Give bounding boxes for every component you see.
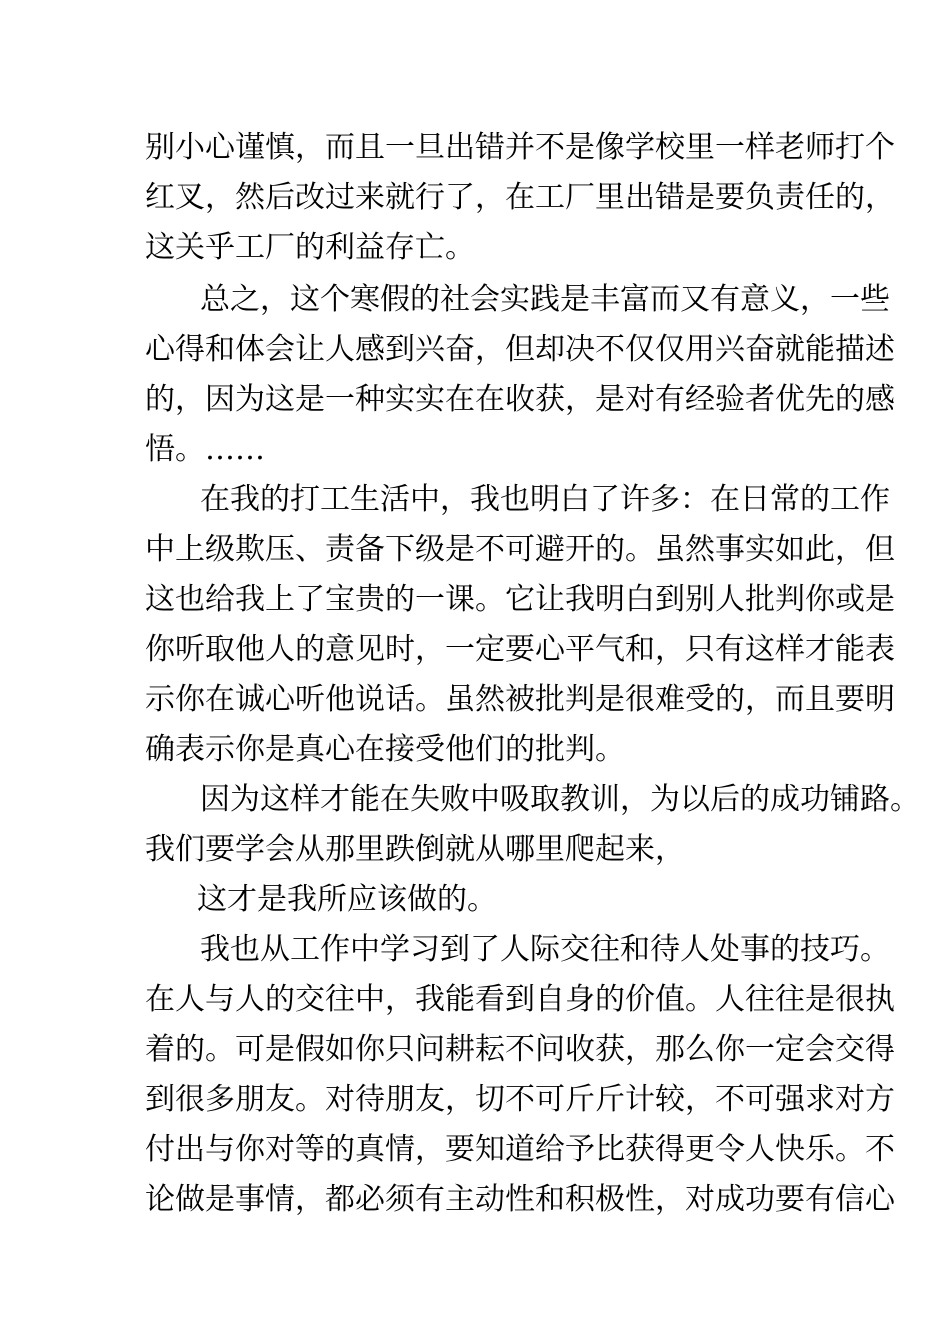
text-line: 在人与人的交往中，我能看到自身的价值。人往往是很执 [145,982,895,1017]
text-line: 因为这样才能在失败中吸取教训，为以后的成功铺路。 [200,782,920,817]
text-line: 确表示你是真心在接受他们的批判。 [145,732,625,767]
text-line: 红叉，然后改过来就行了，在工厂里出错是要负责任的， [145,180,895,215]
text-line: 这才是我所应该做的。 [197,882,497,917]
text-line: 付出与你对等的真情，要知道给予比获得更令人快乐。不 [145,1132,895,1167]
text-line: 悟。…… [145,432,265,467]
text-line: 着的。可是假如你只问耕耘不问收获，那么你一定会交得 [145,1032,895,1067]
text-line: 这关乎工厂的利益存亡。 [145,230,475,265]
text-line: 心得和体会让人感到兴奋，但却决不仅仅用兴奋就能描述 [145,332,895,367]
text-line: 论做是事情，都必须有主动性和积极性，对成功要有信心 [145,1182,895,1217]
text-line: 到很多朋友。对待朋友，切不可斤斤计较，不可强求对方 [145,1082,895,1117]
text-line: 你听取他人的意见时，一定要心平气和，只有这样才能表 [145,632,895,667]
text-line: 在我的打工生活中，我也明白了许多：在日常的工作 [200,482,890,517]
text-line: 我也从工作中学习到了人际交往和待人处事的技巧。 [200,932,890,967]
text-line: 别小心谨慎，而且一旦出错并不是像学校里一样老师打个 [145,130,895,165]
text-line: 中上级欺压、责备下级是不可避开的。虽然事实如此，但 [145,532,895,567]
text-line: 我们要学会从那里跌倒就从哪里爬起来， [145,832,685,867]
text-line: 的，因为这是一种实实在在收获，是对有经验者优先的感 [145,382,895,417]
text-line: 示你在诚心听他说话。虽然被批判是很难受的，而且要明 [145,682,895,717]
text-line: 总之，这个寒假的社会实践是丰富而又有意义，一些 [200,282,890,317]
text-line: 这也给我上了宝贵的一课。它让我明白到别人批判你或是 [145,582,895,617]
